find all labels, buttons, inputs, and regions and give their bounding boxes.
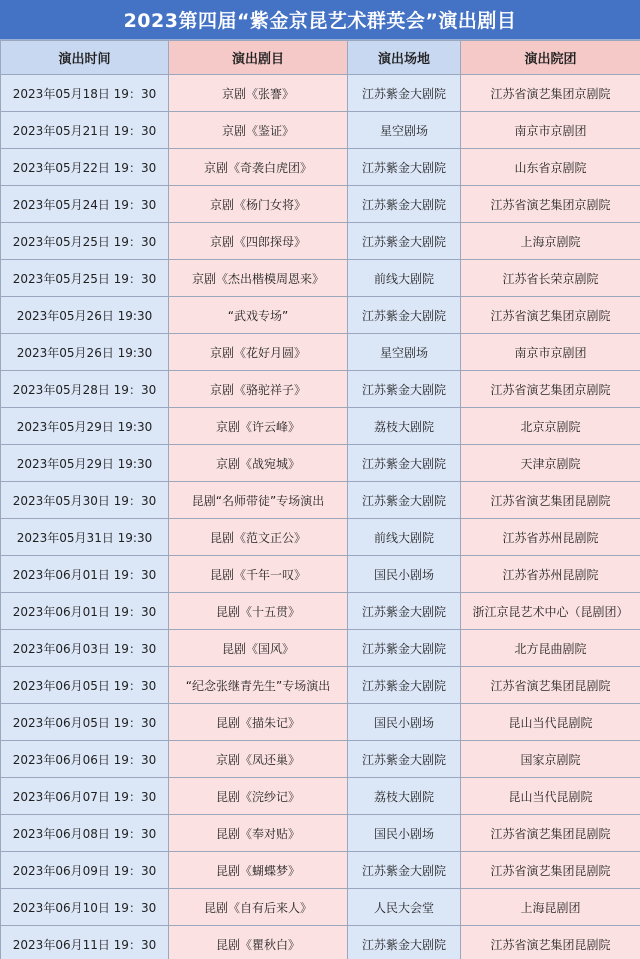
cell-time: 2023年06月11日 19：30 [1, 926, 169, 959]
cell-venue: 江苏紫金大剧院 [348, 741, 461, 778]
cell-troupe: 南京市京剧团 [461, 334, 640, 371]
cell-program: 昆剧《国风》 [169, 630, 348, 667]
table-row [1, 593, 640, 630]
cell-venue: 江苏紫金大剧院 [348, 149, 461, 186]
cell-program: 昆剧《浣纱记》 [169, 778, 348, 815]
cell-time: 2023年05月29日 19:30 [1, 408, 169, 445]
cell-time: 2023年06月01日 19：30 [1, 556, 169, 593]
cell-venue: 江苏紫金大剧院 [348, 482, 461, 519]
cell-troupe: 江苏省苏州昆剧院 [461, 519, 640, 556]
header-troupe: 演出院团 [461, 41, 640, 75]
cell-venue: 前线大剧院 [348, 519, 461, 556]
cell-venue: 国民小剧场 [348, 815, 461, 852]
cell-time: 2023年05月24日 19：30 [1, 186, 169, 223]
cell-program: 昆剧《自有后来人》 [169, 889, 348, 926]
cell-troupe: 国家京剧院 [461, 741, 640, 778]
cell-time: 2023年06月10日 19：30 [1, 889, 169, 926]
cell-troupe: 江苏省演艺集团京剧院 [461, 186, 640, 223]
cell-troupe: 江苏省演艺集团昆剧院 [461, 926, 640, 959]
cell-program: 昆剧《十五贯》 [169, 593, 348, 630]
cell-troupe: 昆山当代昆剧院 [461, 778, 640, 815]
page-title: 2023第四届“紫金京昆艺术群英会”演出剧目 [0, 0, 640, 40]
cell-time: 2023年05月22日 19：30 [1, 149, 169, 186]
header-program: 演出剧目 [169, 41, 348, 75]
cell-troupe: 上海京剧院 [461, 223, 640, 260]
cell-program: 京剧《花好月圆》 [169, 334, 348, 371]
cell-time: 2023年05月25日 19：30 [1, 260, 169, 297]
cell-troupe: 北京京剧院 [461, 408, 640, 445]
cell-program: “武戏专场” [169, 297, 348, 334]
table-row [1, 186, 640, 223]
cell-venue: 国民小剧场 [348, 556, 461, 593]
table-row [1, 667, 640, 704]
cell-time: 2023年05月26日 19:30 [1, 297, 169, 334]
cell-venue: 荔枝大剧院 [348, 408, 461, 445]
table-row [1, 889, 640, 926]
cell-venue: 江苏紫金大剧院 [348, 852, 461, 889]
cell-program: 京剧《杨门女将》 [169, 186, 348, 223]
table-row [1, 926, 640, 959]
cell-troupe: 江苏省演艺集团昆剧院 [461, 482, 640, 519]
cell-time: 2023年06月05日 19：30 [1, 704, 169, 741]
cell-troupe: 浙江京昆艺术中心（昆剧团） [461, 593, 640, 630]
cell-time: 2023年06月06日 19：30 [1, 741, 169, 778]
table-row [1, 704, 640, 741]
header-time: 演出时间 [1, 41, 169, 75]
table-row [1, 815, 640, 852]
cell-time: 2023年05月30日 19：30 [1, 482, 169, 519]
cell-time: 2023年05月26日 19:30 [1, 334, 169, 371]
cell-venue: 星空剧场 [348, 112, 461, 149]
cell-program: “纪念张继青先生”专场演出 [169, 667, 348, 704]
cell-troupe: 昆山当代昆剧院 [461, 704, 640, 741]
cell-program: 昆剧《奉对贴》 [169, 815, 348, 852]
table-row [1, 334, 640, 371]
cell-venue: 江苏紫金大剧院 [348, 667, 461, 704]
cell-program: 京剧《奇袭白虎团》 [169, 149, 348, 186]
table-row [1, 297, 640, 334]
table-row [1, 778, 640, 815]
cell-time: 2023年05月29日 19:30 [1, 445, 169, 482]
cell-time: 2023年06月01日 19：30 [1, 593, 169, 630]
cell-program: 京剧《许云峰》 [169, 408, 348, 445]
cell-venue: 星空剧场 [348, 334, 461, 371]
table-row [1, 519, 640, 556]
cell-program: 京剧《鉴证》 [169, 112, 348, 149]
table-row [1, 260, 640, 297]
cell-time: 2023年05月18日 19：30 [1, 75, 169, 112]
cell-time: 2023年05月28日 19：30 [1, 371, 169, 408]
cell-troupe: 南京市京剧团 [461, 112, 640, 149]
table-row [1, 223, 640, 260]
cell-troupe: 北方昆曲剧院 [461, 630, 640, 667]
cell-program: 昆剧《蝴蝶梦》 [169, 852, 348, 889]
header-venue: 演出场地 [348, 41, 461, 75]
cell-time: 2023年05月25日 19：30 [1, 223, 169, 260]
cell-program: 京剧《战宛城》 [169, 445, 348, 482]
table-row [1, 852, 640, 889]
table-row [1, 149, 640, 186]
table-row [1, 482, 640, 519]
cell-program: 京剧《骆驼祥子》 [169, 371, 348, 408]
cell-venue: 前线大剧院 [348, 260, 461, 297]
cell-program: 昆剧《瞿秋白》 [169, 926, 348, 959]
table-row [1, 741, 640, 778]
cell-troupe: 江苏省演艺集团昆剧院 [461, 852, 640, 889]
cell-troupe: 天津京剧院 [461, 445, 640, 482]
cell-venue: 江苏紫金大剧院 [348, 371, 461, 408]
cell-troupe: 江苏省演艺集团京剧院 [461, 371, 640, 408]
cell-venue: 江苏紫金大剧院 [348, 630, 461, 667]
cell-program: 昆剧“名师带徒”专场演出 [169, 482, 348, 519]
cell-program: 京剧《张謇》 [169, 75, 348, 112]
cell-time: 2023年06月08日 19：30 [1, 815, 169, 852]
cell-venue: 国民小剧场 [348, 704, 461, 741]
cell-time: 2023年06月03日 19：30 [1, 630, 169, 667]
cell-time: 2023年05月21日 19：30 [1, 112, 169, 149]
table-row [1, 408, 640, 445]
cell-time: 2023年06月05日 19：30 [1, 667, 169, 704]
cell-venue: 江苏紫金大剧院 [348, 75, 461, 112]
table-row [1, 112, 640, 149]
table-row [1, 371, 640, 408]
table-row [1, 556, 640, 593]
cell-time: 2023年06月09日 19：30 [1, 852, 169, 889]
cell-venue: 荔枝大剧院 [348, 778, 461, 815]
cell-time: 2023年06月07日 19：30 [1, 778, 169, 815]
cell-program: 京剧《杰出楷模周恩来》 [169, 260, 348, 297]
cell-troupe: 江苏省苏州昆剧院 [461, 556, 640, 593]
cell-venue: 江苏紫金大剧院 [348, 297, 461, 334]
cell-venue: 人民大会堂 [348, 889, 461, 926]
cell-program: 京剧《凤还巢》 [169, 741, 348, 778]
cell-program: 昆剧《范文正公》 [169, 519, 348, 556]
schedule-table [0, 40, 640, 959]
header-row [1, 41, 640, 75]
cell-troupe: 江苏省演艺集团京剧院 [461, 75, 640, 112]
cell-venue: 江苏紫金大剧院 [348, 593, 461, 630]
table-row [1, 630, 640, 667]
table-row [1, 445, 640, 482]
schedule-body [1, 75, 640, 959]
cell-troupe: 江苏省演艺集团昆剧院 [461, 667, 640, 704]
cell-time: 2023年05月31日 19:30 [1, 519, 169, 556]
table-row [1, 75, 640, 112]
cell-troupe: 江苏省演艺集团昆剧院 [461, 815, 640, 852]
cell-venue: 江苏紫金大剧院 [348, 926, 461, 959]
cell-venue: 江苏紫金大剧院 [348, 186, 461, 223]
cell-program: 昆剧《千年一叹》 [169, 556, 348, 593]
cell-troupe: 上海昆剧团 [461, 889, 640, 926]
cell-program: 京剧《四郎探母》 [169, 223, 348, 260]
cell-program: 昆剧《描朱记》 [169, 704, 348, 741]
cell-venue: 江苏紫金大剧院 [348, 445, 461, 482]
cell-troupe: 江苏省长荣京剧院 [461, 260, 640, 297]
cell-troupe: 山东省京剧院 [461, 149, 640, 186]
cell-troupe: 江苏省演艺集团京剧院 [461, 297, 640, 334]
cell-venue: 江苏紫金大剧院 [348, 223, 461, 260]
